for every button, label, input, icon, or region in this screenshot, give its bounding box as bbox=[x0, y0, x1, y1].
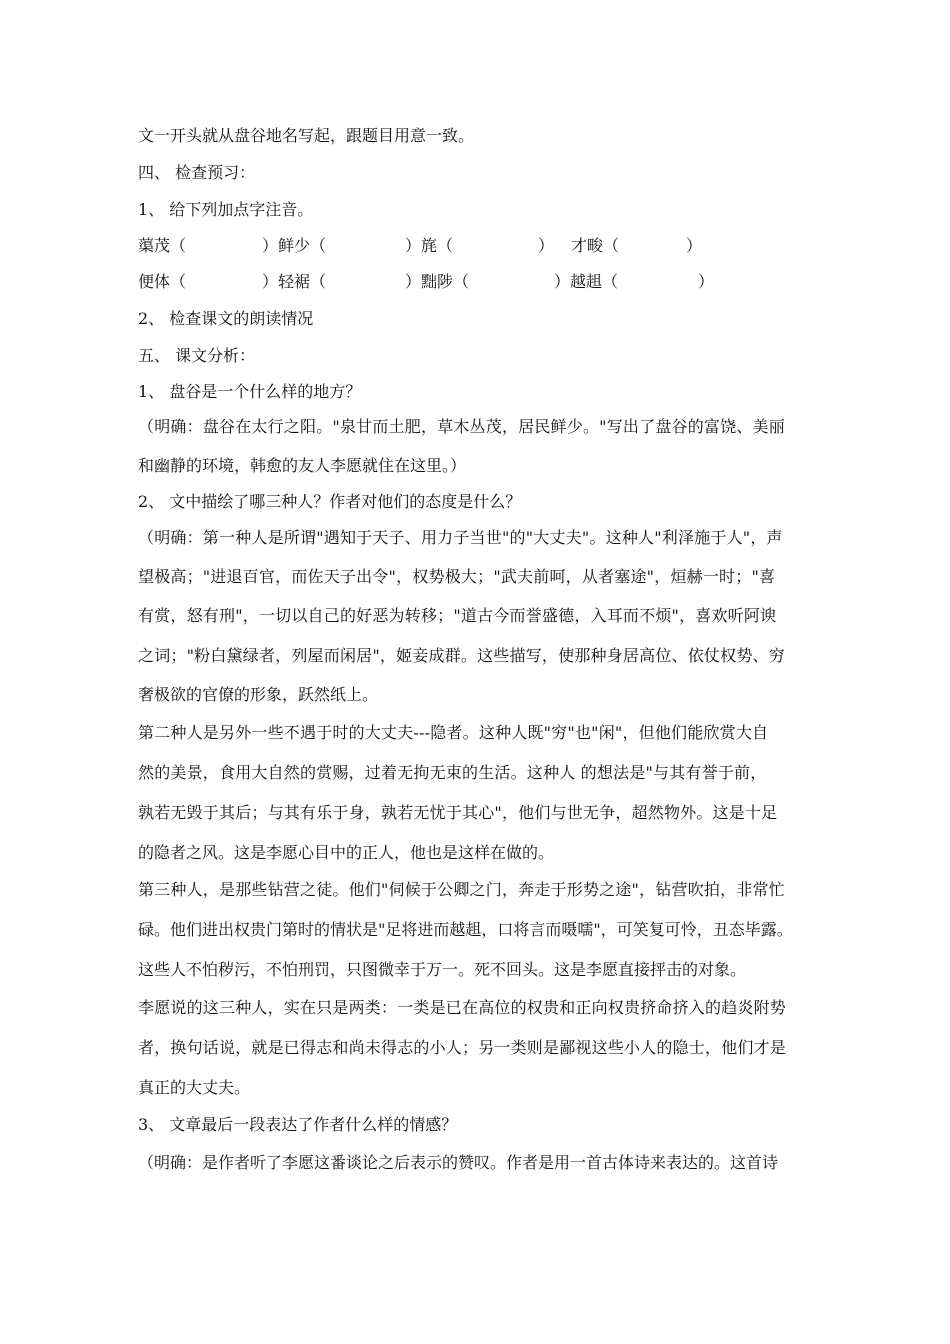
pinyin-row bbox=[138, 269, 828, 295]
paragraph-line: 第三种人，是那些钻营之徒。他们"伺候于公卿之门，奔走于形势之途"，钻营吹拍，非常忙 bbox=[138, 880, 785, 899]
section-heading: 五、 课文分析： bbox=[138, 346, 256, 365]
answer-line: 和幽静的环境，韩愈的友人李愿就住在这里。） bbox=[138, 456, 467, 475]
paragraph-line: 真正的大丈夫。 bbox=[138, 1078, 251, 1097]
question-item: 2、 文中描绘了哪三种人？作者对他们的态度是什么？ bbox=[138, 492, 522, 511]
paragraph-line: 这些人不怕秽污，不怕刑罚，只图微幸于万一。死不回头。这是李愿直接抨击的对象。 bbox=[138, 960, 747, 979]
pinyin-blank: ）越趄（ bbox=[554, 272, 619, 291]
pinyin-blank: 才畯（ bbox=[571, 236, 620, 255]
pinyin-blank: ）黜陟（ bbox=[405, 272, 470, 291]
answer-line: 之词；"粉白黛绿者，列屋而闲居"，姬妾成群。这些描写，使那种身居高位、依仗权势、穷 bbox=[138, 646, 785, 665]
paragraph-line: 碌。他们进出权贵门第时的情状是"足将进而越趄，口将言而嗫嚅"，可笑复可怜，丑态毕露。 bbox=[138, 920, 793, 939]
pinyin-blank: ）旄（ bbox=[405, 236, 454, 255]
pinyin-blank: ） bbox=[698, 272, 715, 291]
section-heading: 四、 检查预习： bbox=[138, 163, 256, 182]
answer-line: 望极高；"进退百官，而佐天子出令"，权势极大；"武夫前呵，从者塞途"，烜赫一时；"喜 bbox=[138, 567, 776, 586]
pinyin-row bbox=[138, 233, 828, 259]
question-item: 1、 盘谷是一个什么样的地方？ bbox=[138, 382, 362, 401]
paragraph-line: 孰若无毁于其后；与其有乐于身，孰若无忧于其心"，他们与世无争，超然物外。这是十足 bbox=[138, 803, 778, 822]
paragraph-line: 然的美景，食用大自然的赏赐，过着无拘无束的生活。这种人 的想法是"与其有誉于前， bbox=[138, 763, 767, 782]
paragraph-line: 者，换句话说，就是已得志和尚未得志的小人；另一类则是鄙视这些小人的隐士，他们才是 bbox=[138, 1038, 787, 1057]
paragraph-line: 的隐者之风。这是李愿心目中的正人，他也是这样在做的。 bbox=[138, 843, 555, 862]
pinyin-blank: ） bbox=[686, 236, 703, 255]
answer-line: （明确：是作者听了李愿这番谈论之后表示的赞叹。作者是用一首古体诗来表达的。这首诗 bbox=[138, 1153, 779, 1172]
pinyin-blank: ）鲜少（ bbox=[262, 236, 327, 255]
question-item: 2、 检查课文的朗读情况 bbox=[138, 309, 314, 328]
answer-line: （明确：第一种人是所谓"遇知于天子、用力子当世"的"大丈夫"。这种人"利泽施于人"，声 bbox=[138, 528, 783, 547]
text-line: 文一开头就从盘谷地名写起，跟题目用意一致。 bbox=[138, 126, 475, 145]
pinyin-blank: 蕖茂（ bbox=[138, 236, 187, 255]
answer-line: 奢极欲的官僚的形象，跃然纸上。 bbox=[138, 685, 379, 704]
question-item: 1、 给下列加点字注音。 bbox=[138, 200, 314, 219]
pinyin-blank: 便体（ bbox=[138, 272, 187, 291]
answer-line: 有赏，怒有刑"，一切以自己的好恶为转移；"道古今而誉盛德，入耳而不烦"，喜欢听阿谀 bbox=[138, 606, 777, 625]
pinyin-blank: ） bbox=[538, 236, 555, 255]
answer-line: （明确：盘谷在太行之阳。"泉甘而土肥，草木丛茂，居民鲜少。"写出了盘谷的富饶、美丽 bbox=[138, 417, 785, 436]
pinyin-blank: ）轻裾（ bbox=[262, 272, 327, 291]
paragraph-line: 第二种人是另外一些不遇于时的大丈夫---隐者。这种人既"穷"也"闲"，但他们能欣赏大自 bbox=[138, 723, 769, 742]
paragraph-line: 李愿说的这三种人，实在只是两类：一类是已在高位的权贵和正向权贵挤命挤入的趋炎附势 bbox=[138, 998, 787, 1017]
question-item: 3、 文章最后一段表达了作者什么样的情感？ bbox=[138, 1115, 458, 1134]
